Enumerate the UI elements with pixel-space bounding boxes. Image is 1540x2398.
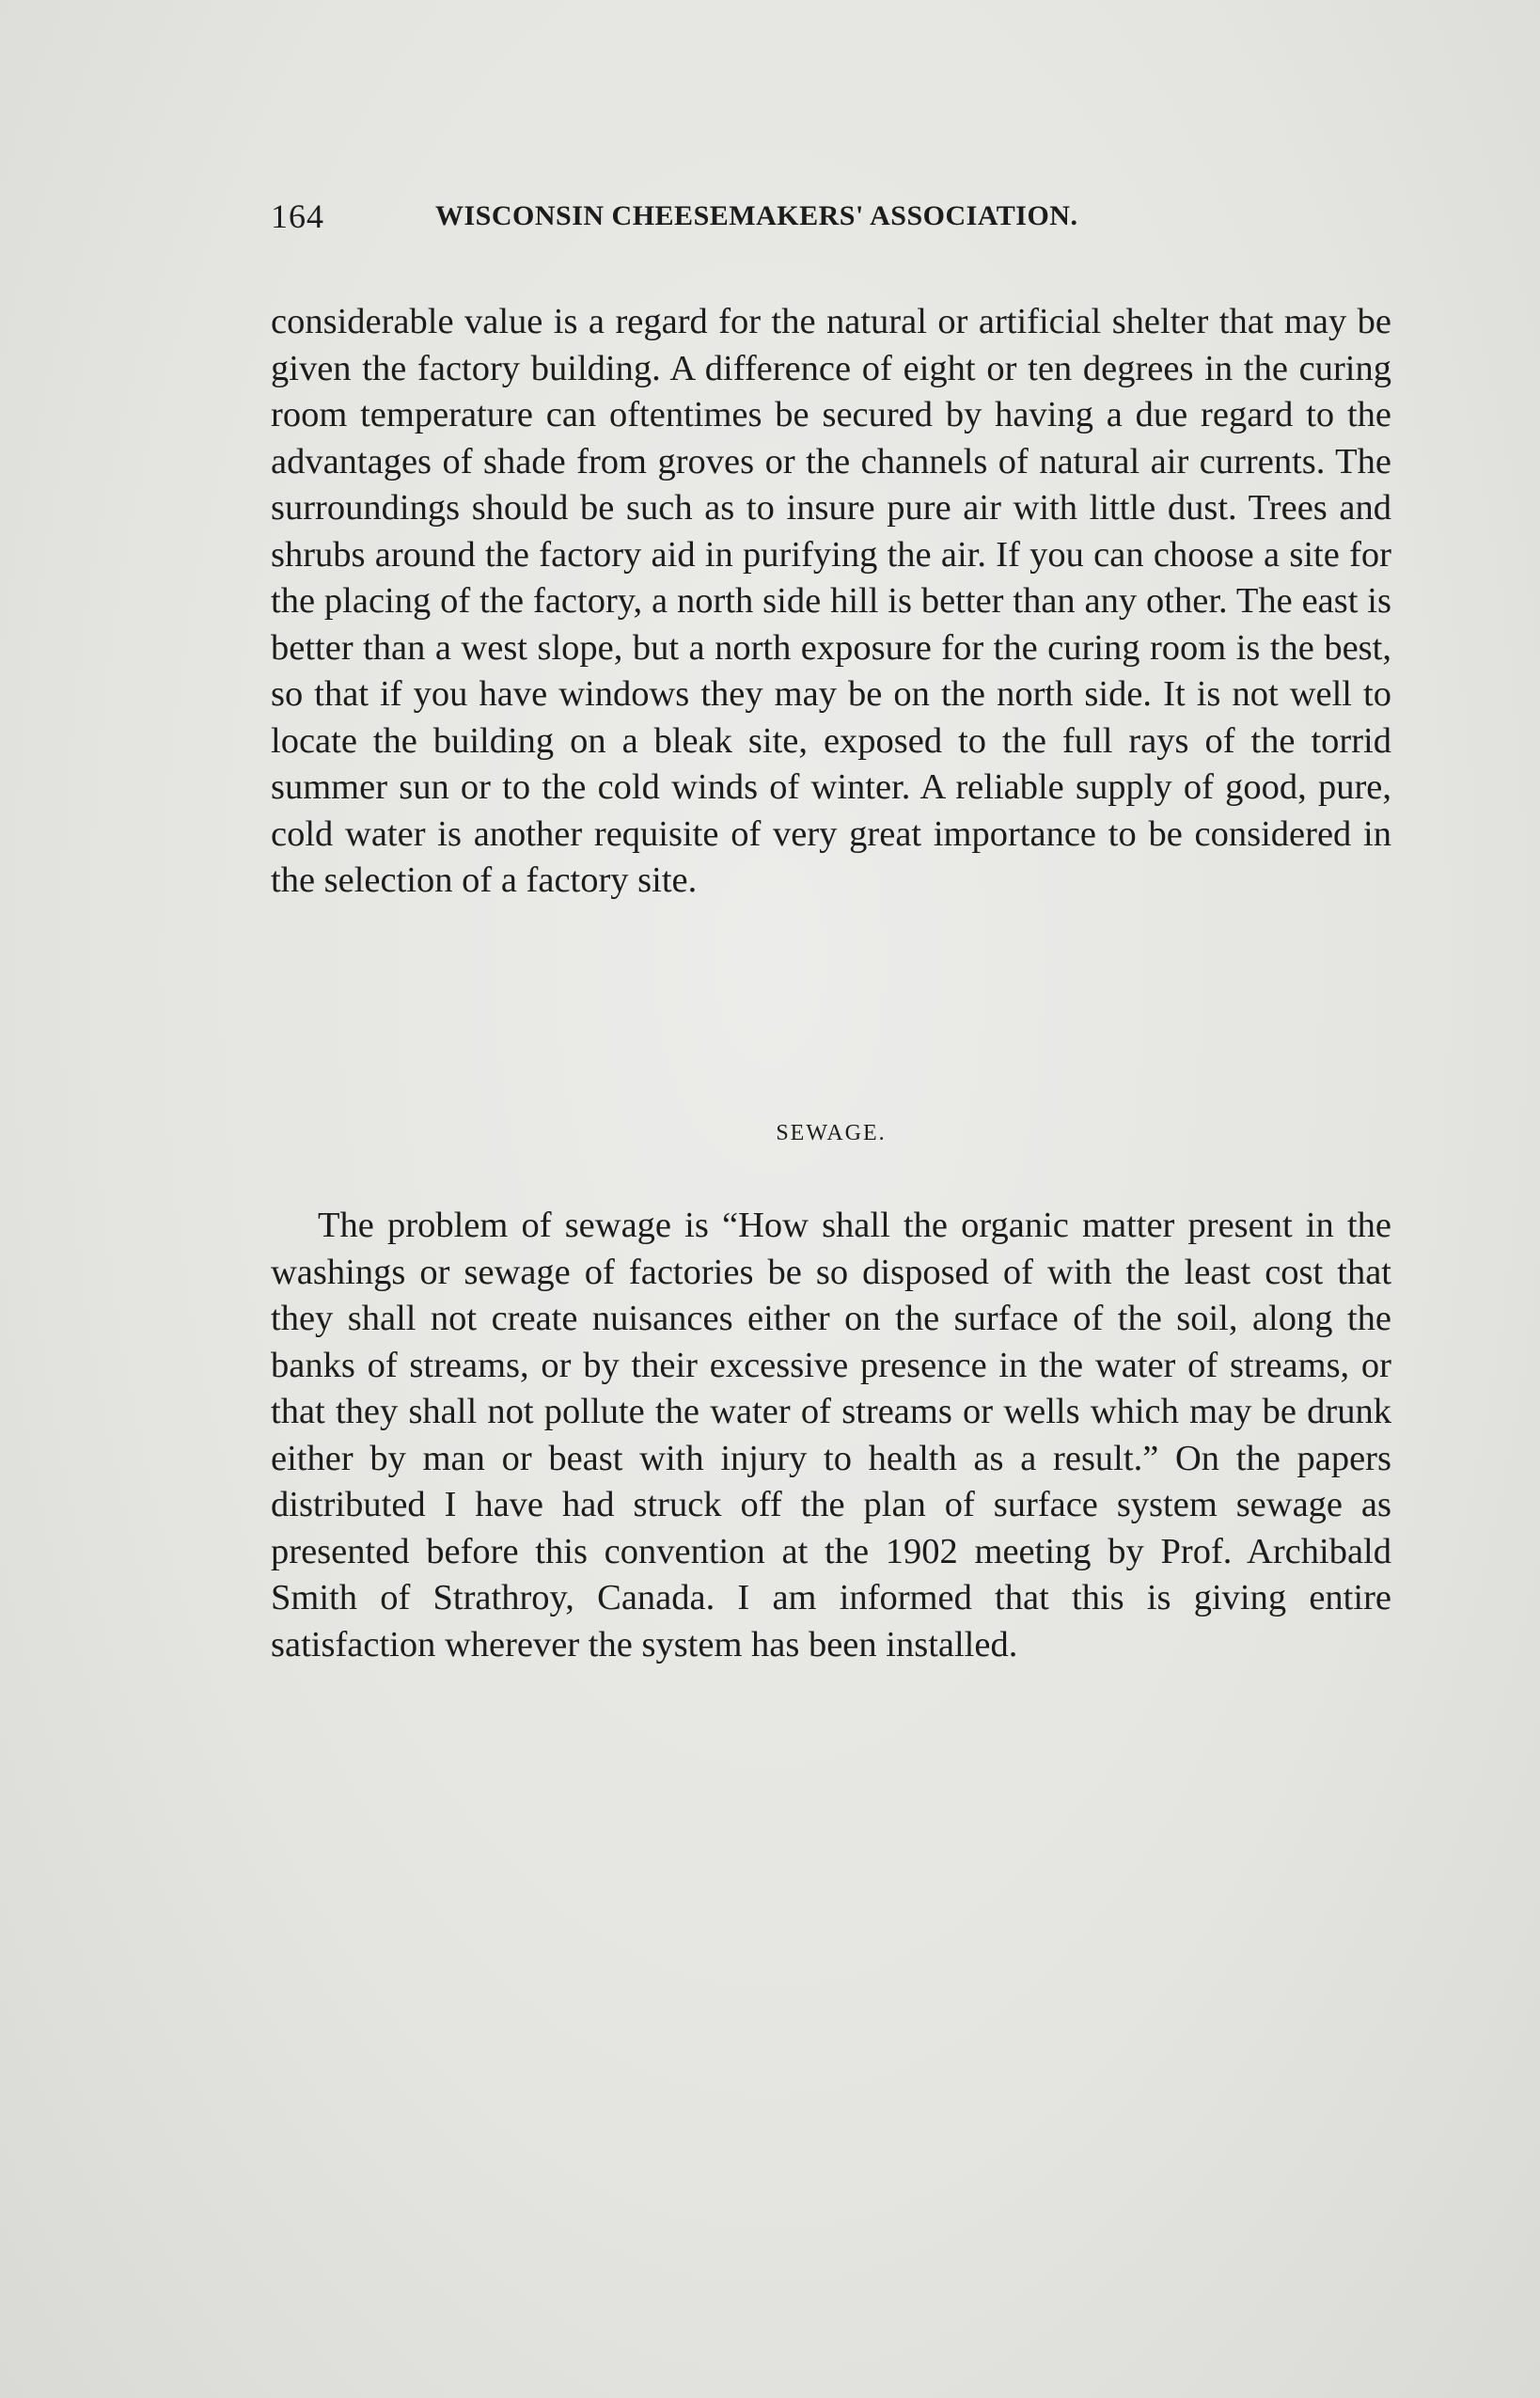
running-title: WISCONSIN CHEESEMAKERS' ASSOCIATION. — [435, 200, 1078, 231]
page-header — [271, 193, 1241, 245]
body-paragraph-sewage: The problem of sewage is “How shall the organic matter present in the washings or sewage of factories be so disposed of with the least cost that they shall not create nuisances either on the surface of the soil, along the banks of streams, or by their excessive presence in the water of streams, or that they shall not pollute the water of streams or wells which may be drunk either by man or beast with injury to health as a result.” On the papers distributed I have had struck off the plan of surface system sewage as presented before this convention at the 1902 meeting by Prof. Archibald Smith of Strathroy, Canada. I am informed that this is giving entire satisfaction wherever the system has been installed. — [271, 1206, 1391, 1664]
body-paragraph-shelter: considerable value is a regard for the natural or artificial shelter that may be given the factory building. A difference of eight or ten degrees in the curing room temperature can oftentimes be secured by having a due regard to the advantages of shade from groves or the channels of natural air currents. The surroundings should be such as to insure pure air with little dust. Trees and shrubs around the factory aid in purifying the air. If you can choose a site for the placing of the factory, a north side hill is better than any other. The east is better than a west slope, but a north exposure for the curing room is the best, so that if you have windows they may be on the north side. It is not well to locate the building on a bleak site, exposed to the full rays of the torrid summer sun or to the cold winds of winter. A reliable supply of good, pure, cold water is another requisite of very great importance to be considered in the selection of a factory site. — [271, 302, 1391, 900]
page-number: 164 — [271, 197, 324, 235]
section-heading-sewage: SEWAGE. — [776, 1121, 887, 1145]
